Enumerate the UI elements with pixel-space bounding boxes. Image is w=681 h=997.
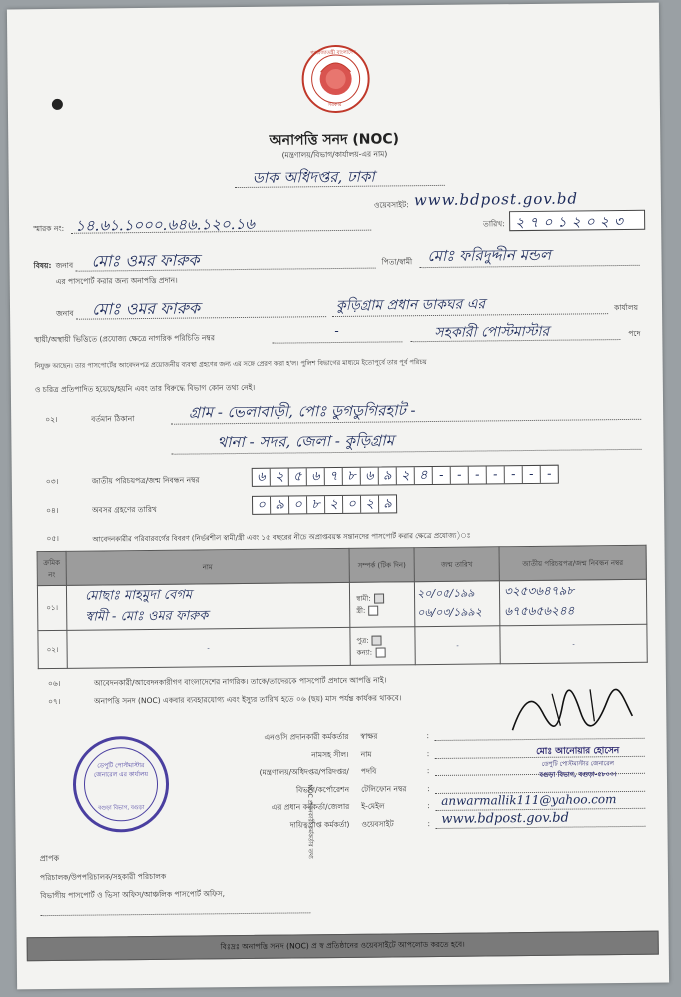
- subject-janab: জনাব: [55, 260, 74, 270]
- th-name: নাম: [66, 548, 349, 585]
- relation-husband-label: স্বামী:: [356, 594, 371, 603]
- row1-name: [66, 582, 349, 630]
- item04-label: অবসর গ্রহণের তারিখ: [92, 504, 157, 515]
- field-designation: পদবি :: [361, 760, 651, 781]
- nid-dash: -: [334, 323, 339, 340]
- retirement-digit: ৮: [307, 496, 325, 513]
- side-vertical-text: NOC প্রদানকারী কর্মকর্তার তথ্য: [306, 784, 314, 859]
- table-row: [38, 624, 647, 668]
- address-line2: থানা - সদর, জেলা - কুড়িগ্রাম: [217, 431, 395, 452]
- nid-digit: ৬: [307, 468, 325, 485]
- retirement-digit: ০: [289, 496, 307, 513]
- wife-checkbox[interactable]: [368, 606, 378, 616]
- nid-digit: ৭: [325, 468, 343, 485]
- reference-label: স্মারক নং:: [33, 223, 65, 234]
- father-label: পিতা/স্বামী: [381, 257, 413, 267]
- field-designation-label: পদবি: [360, 766, 377, 776]
- round-seal: [73, 736, 170, 833]
- document-date: ২৭০১২০২৩: [515, 213, 629, 232]
- son-checkbox[interactable]: [372, 635, 382, 645]
- body-line4: ও চরিত্র প্রতিপাদিত হয়েছে/হয়নি এবং তার বিরুদ্ধে বিভাগ কোন তথ্য নেই।: [34, 382, 256, 395]
- retirement-digit: ২: [361, 496, 379, 513]
- nid-digit: ২: [397, 467, 415, 484]
- office-tail: কার্যালয়: [613, 302, 639, 313]
- retirement-digit: ০: [253, 497, 271, 514]
- signatory-line-4: বিভাগ/কর্পোরেশন: [295, 784, 350, 794]
- footer-note: বিঃদ্রঃ অনাপত্তি সনদ (NOC) প্র স্ব প্রতিষ্ঠানের ওয়েবসাইটে আপলোড করতে হবে।: [220, 939, 465, 952]
- table-row: [37, 579, 646, 630]
- header-website: www.bdpost.gov.bd: [413, 189, 579, 210]
- family-table: [37, 545, 648, 669]
- row1-num: ০১।: [37, 585, 66, 630]
- row1-name1: মোছাঃ মাহমুদা বেগম: [84, 587, 193, 604]
- logo-bottom-text: সরকার: [327, 101, 342, 109]
- stamp-name: মোঃ আনোয়ার হোসেন: [536, 746, 620, 757]
- th-relation: সম্পর্ক (টিক দিন): [349, 548, 414, 583]
- th-nid: জাতীয় পরিচয়পত্র/জন্ম নিবন্ধন নম্বর: [499, 545, 646, 581]
- subject-line2: এর পাসপোর্ট করার জন্য অনাপত্তি প্রদান।: [55, 275, 178, 286]
- th-dob: জন্ম তারিখ: [414, 547, 499, 582]
- nid-digit: ২: [271, 469, 289, 486]
- relation-husband: [356, 592, 413, 605]
- nid-digit: ৬: [253, 469, 271, 486]
- recipient-address-line: [40, 912, 310, 916]
- website-label: ওয়েবসাইট:: [373, 200, 409, 210]
- body-applicant-name: মোঃ ওমর ফারুক: [91, 298, 201, 319]
- recipient-label: প্রাপক: [39, 853, 60, 864]
- punch-hole: [52, 99, 63, 110]
- seal-text: ডেপুটি পোস্টমাস্টার জেনারেল এর কার্যালয়: [93, 762, 149, 779]
- row1-dob2: ০৬/০৩/১৯৯২: [417, 605, 482, 620]
- item04-num: ০৪।: [46, 505, 59, 516]
- body-line2-prefix: স্থায়ী/অস্থায়ী ভিত্তিতে (প্রযোজ্য ক্ষেত্রে নাগরিক পরিচিতি নম্বর: [34, 333, 216, 345]
- item03-num: ০৩।: [45, 476, 59, 487]
- signatory-line-3: (মন্ত্রণালয়/অধিদপ্তর/পরিদপ্তর/: [259, 766, 349, 777]
- field-email: ই-মেইল : anwarmallik111@yahoo.com: [361, 795, 651, 816]
- row1-relation: [349, 582, 414, 628]
- nid-digit-grid: [252, 465, 559, 487]
- item05-label: আবেদনকারীর পরিবারবর্গের বিবরণ (নির্ভরশীল স্বামী/স্ত্রী এবং ১৫ বছরের নীচে অপ্রাপ্তবয়স্ক সন্তানদের পাসপোর্ট করার ক্ষেত্রে প্রযোজ্য)ঃ: [92, 531, 471, 544]
- email-value: anwarmallik111@yahoo.com: [441, 792, 617, 808]
- retirement-date-grid: [252, 494, 397, 515]
- nid-digit: ৮: [343, 468, 361, 485]
- seal-bottom-text: বগুড়া বিভাগ, বগুড়া: [98, 805, 145, 812]
- address-line1: গ্রাম - ভেলাবাড়ী, পোঃ ডুগডুগিরহাট -: [189, 401, 416, 422]
- nid-line: [272, 341, 402, 343]
- field-signature-label: স্বাক্ষর: [360, 731, 378, 741]
- stamp-office: বগুড়া বিভাগ, বগুড়া-৫৮০০।: [539, 770, 617, 779]
- retirement-digit: ২: [325, 496, 343, 513]
- noc-document: [7, 3, 669, 990]
- row1-dob: [414, 581, 499, 627]
- item03-label: জাতীয় পরিচয়পত্র/জন্ম নিবন্ধন নম্বর: [91, 475, 200, 486]
- retirement-digit: ০: [343, 496, 361, 513]
- stamp-title: ডেপুটি পোস্টমাস্টার জেনারেল: [541, 760, 614, 768]
- row1-name2: স্বামী - মোঃ ওমর ফারুক: [85, 608, 209, 625]
- row1-nid1: ৩২৫৩৬৪৭৯৮: [503, 583, 575, 599]
- body-line2-tail: পদে: [628, 328, 641, 338]
- relation-daughter: [357, 646, 414, 659]
- field-email-label: ই-মেইল: [361, 801, 385, 811]
- document-title: অনাপত্তি সনদ (NOC): [269, 131, 400, 149]
- item07-num: ০৭।: [48, 696, 61, 707]
- signature-icon: [502, 681, 643, 742]
- retirement-digit: ৯: [271, 497, 289, 514]
- body-janab: জনাব: [56, 308, 74, 318]
- signatory-line-5: এর প্রধান কর্মকর্তা/জেলার: [271, 801, 350, 812]
- relation-son: [356, 634, 413, 647]
- recipient-line1: পরিচালক/উপপরিচালক/সহকারী পরিচালক: [39, 871, 167, 883]
- nid-digit: ৬: [361, 468, 379, 485]
- document-subtitle: (মন্ত্রণালয়/বিভাগ/কার্যালয়-এর নাম): [281, 149, 388, 160]
- office-name: ডাক অধিদপ্তর, ঢাকা: [252, 167, 375, 187]
- item02-num: ০২।: [45, 414, 58, 425]
- office-handwritten: কুড়িগ্রাম প্রধান ডাকঘর এর: [335, 296, 486, 315]
- relation-son-label: পুত্র:: [356, 636, 369, 645]
- nid-digit: ৫: [289, 468, 307, 485]
- officer-stamp: [515, 743, 641, 781]
- nid-digit: -: [433, 467, 451, 484]
- relation-daughter-label: কন্যা:: [356, 648, 373, 657]
- row1-dob1: ২০/০৫/১৯৯: [416, 586, 475, 601]
- field-website-label: ওয়েবসাইট: [361, 818, 394, 829]
- website-value: www.bdpost.gov.bd: [441, 810, 569, 827]
- row2-dob: -: [415, 626, 500, 665]
- subject-label: বিষয়:: [33, 260, 52, 271]
- nid-digit: -: [505, 466, 523, 483]
- field-signature: স্বাক্ষর :: [360, 725, 650, 746]
- nid-digit: -: [487, 466, 505, 483]
- footer-bar: [27, 931, 659, 962]
- field-website: ওয়েবসাইট : www.bdpost.gov.bd: [361, 812, 651, 833]
- item06-text: আবেদনকারী/আবেদনকারীগণ বাংলাদেশের নাগরিক। তাকে/তাদেরকে পাসপোর্ট প্রদানে আপত্তি নাই।: [93, 675, 387, 688]
- relation-wife-label: স্ত্রী:: [356, 606, 366, 615]
- reference-number: ১৪.৬১.১০০০.৬৪৬.১২০.১৬: [75, 214, 255, 235]
- date-label: তারিখ:: [483, 219, 505, 229]
- father-name: মোঃ ফরিদুদ্দীন মন্ডল: [427, 245, 552, 266]
- logo-text: গণপ্রজাতন্ত্রী বাংলাদেশ: [310, 49, 356, 57]
- item02-label: বর্তমান ঠিকানা: [91, 414, 135, 424]
- recipient-line2: বিভাগীয় পাসপোর্ট ও ভিসা অফিস/আঞ্চলিক পাসপোর্ট অফিস,: [40, 889, 225, 901]
- row1-nid2: ৬৭৫৬৫৬২৪৪: [504, 603, 575, 619]
- field-name-label: নাম: [360, 749, 372, 759]
- row1-nid: [499, 579, 646, 626]
- signatory-line-2: নামসহ সীল।: [311, 749, 349, 759]
- signatory-left: [200, 728, 349, 835]
- row2-nid: -: [500, 624, 647, 664]
- field-telephone-label: টেলিফোন নম্বর: [361, 783, 407, 794]
- nid-digit: -: [547, 466, 552, 482]
- nid-digit: -: [451, 467, 469, 484]
- nid-digit: ৪: [415, 467, 433, 484]
- husband-checkbox[interactable]: [374, 594, 384, 604]
- body-line3: নিযুক্ত আছেন। তার পাসপোর্টের আবেদনপত্র প্রয়োজনীয় ব্যবস্থা গ্রহণের জন্য এর সঙ্গে প্রেরণ করা হ'ল। পুলিশ বিভাগের মাধ্যমে ইতোপূর্বে তার পূর্ব পরিচয়: [34, 358, 427, 371]
- daughter-checkbox[interactable]: [375, 647, 385, 657]
- field-name: নাম :: [361, 742, 651, 763]
- row2-relation: [350, 627, 415, 666]
- designation: সহকারী পোস্টমাস্টার: [434, 323, 550, 341]
- row2-name: -: [67, 627, 350, 668]
- item05-num: ০৫।: [46, 533, 59, 544]
- nid-digit: -: [523, 466, 541, 483]
- applicant-name: মোঃ ওমর ফারুক: [91, 250, 200, 271]
- item06-num: ০৬।: [47, 678, 61, 689]
- signatory-line-6: দায়িত্বপ্রাপ্ত কর্মকর্তা): [289, 819, 350, 830]
- nid-digit: ৯: [379, 467, 397, 484]
- retirement-digit: ৯: [383, 496, 392, 512]
- signatory-line-1: এনওসি প্রদানকারী কর্মকর্তার: [264, 731, 349, 742]
- row2-num: ০২।: [38, 630, 67, 668]
- field-telephone: টেলিফোন নম্বর :: [361, 777, 651, 798]
- relation-wife: [356, 604, 413, 617]
- nid-digit: -: [469, 466, 487, 483]
- th-serial: ক্রমিক নং: [37, 551, 66, 585]
- item07-text: অনাপত্তি সনদ (NOC) একবার ব্যবহারযোগ্য এবং ইস্যুর তারিখ হতে ০৬ (ছয়) মাস পর্যন্ত কার্যকর থাকবে।: [94, 693, 402, 706]
